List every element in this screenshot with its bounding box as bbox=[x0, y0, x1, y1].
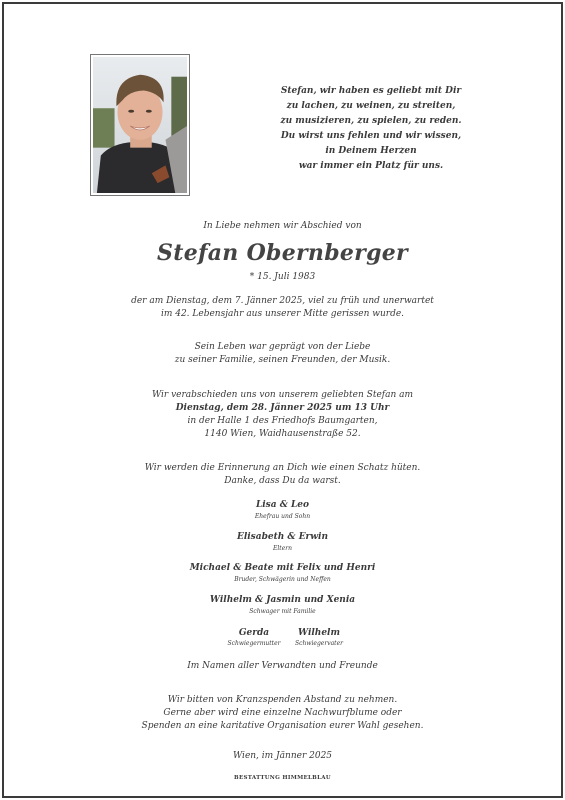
mourner-relation: Eltern bbox=[273, 545, 292, 552]
poem bbox=[266, 84, 476, 174]
poem-line: zu musizieren, zu spielen, zu reden. bbox=[280, 116, 462, 126]
flowers-line-3: Spenden an eine karitative Organisation eurer Wahl gesehen. bbox=[141, 721, 424, 731]
birth-date: * 15. Juli 1983 bbox=[249, 272, 316, 282]
poem-line: in Deinem Herzen bbox=[325, 146, 417, 156]
farewell-line-1: Wir verabschieden uns von unserem geliebten Stefan am bbox=[151, 390, 414, 400]
memory-line-2: Danke, dass Du da warst. bbox=[224, 476, 341, 486]
intro-text: In Liebe nehmen wir Abschied von bbox=[203, 221, 362, 231]
poem-line: Du wirst uns fehlen und wir wissen, bbox=[280, 131, 462, 141]
poem-line: Stefan, wir haben es geliebt mit Dir bbox=[280, 86, 462, 96]
death-line-1: der am Dienstag, dem 7. Jänner 2025, viel zu früh und unerwartet bbox=[131, 296, 434, 306]
mourner-relation: Schwager mit Familie bbox=[249, 608, 316, 615]
mourner-name: Gerda bbox=[238, 628, 270, 638]
deceased-name: Stefan Obernberger bbox=[157, 240, 408, 266]
mourner-name: Wilhelm & Jasmin und Xenia bbox=[209, 595, 356, 605]
farewell-line-3: in der Halle 1 des Friedhofs Baumgarten, bbox=[187, 416, 378, 426]
life-line-2: zu seiner Familie, seinen Freunden, der Musik. bbox=[174, 355, 391, 365]
mourner-name: Michael & Beate mit Felix und Henri bbox=[189, 563, 376, 573]
memory-line-1: Wir werden die Erinnerung an Dich wie einen Schatz hüten. bbox=[144, 463, 421, 473]
mourner-name: Elisabeth & Erwin bbox=[236, 532, 329, 542]
farewell-line-4: 1140 Wien, Waidhausenstraße 52. bbox=[204, 429, 361, 439]
funeral-date: Dienstag, dem 28. Jänner 2025 um 13 Uhr bbox=[175, 403, 390, 413]
life-line-1: Sein Leben war geprägt von der Liebe bbox=[194, 342, 371, 352]
funeral-home: BESTATTUNG HIMMELBLAU bbox=[234, 775, 331, 781]
mourner-pair-right bbox=[274, 627, 364, 648]
death-line-2: im 42. Lebensjahr aus unserer Mitte gerissen wurde. bbox=[160, 309, 405, 319]
mourner-relation: Bruder, Schwägerin und Neffen bbox=[234, 576, 331, 583]
flowers-line-2: Gerne aber wird eine einzelne Nachwurfblume oder bbox=[163, 708, 402, 718]
flowers-line-1: Wir bitten von Kranzspenden Abstand zu nehmen. bbox=[167, 695, 398, 705]
poem-line: zu lachen, zu weinen, zu streiten, bbox=[286, 101, 456, 111]
place-date: Wien, im Jänner 2025 bbox=[232, 751, 333, 761]
mourner-relation: Schwiegervater bbox=[295, 640, 343, 647]
mourner-relation: Ehefrau und Sohn bbox=[254, 513, 311, 520]
mourner-name: Lisa & Leo bbox=[255, 500, 310, 510]
obituary-page bbox=[2, 2, 563, 798]
portrait-photo bbox=[90, 54, 190, 196]
poem-line: war immer ein Platz für uns. bbox=[298, 161, 444, 171]
mourner-relation: Schwiegermutter bbox=[227, 640, 281, 647]
mourner-name: Wilhelm bbox=[298, 628, 340, 638]
relatives-line: Im Namen aller Verwandten und Freunde bbox=[187, 661, 378, 671]
portrait-image bbox=[93, 57, 187, 193]
